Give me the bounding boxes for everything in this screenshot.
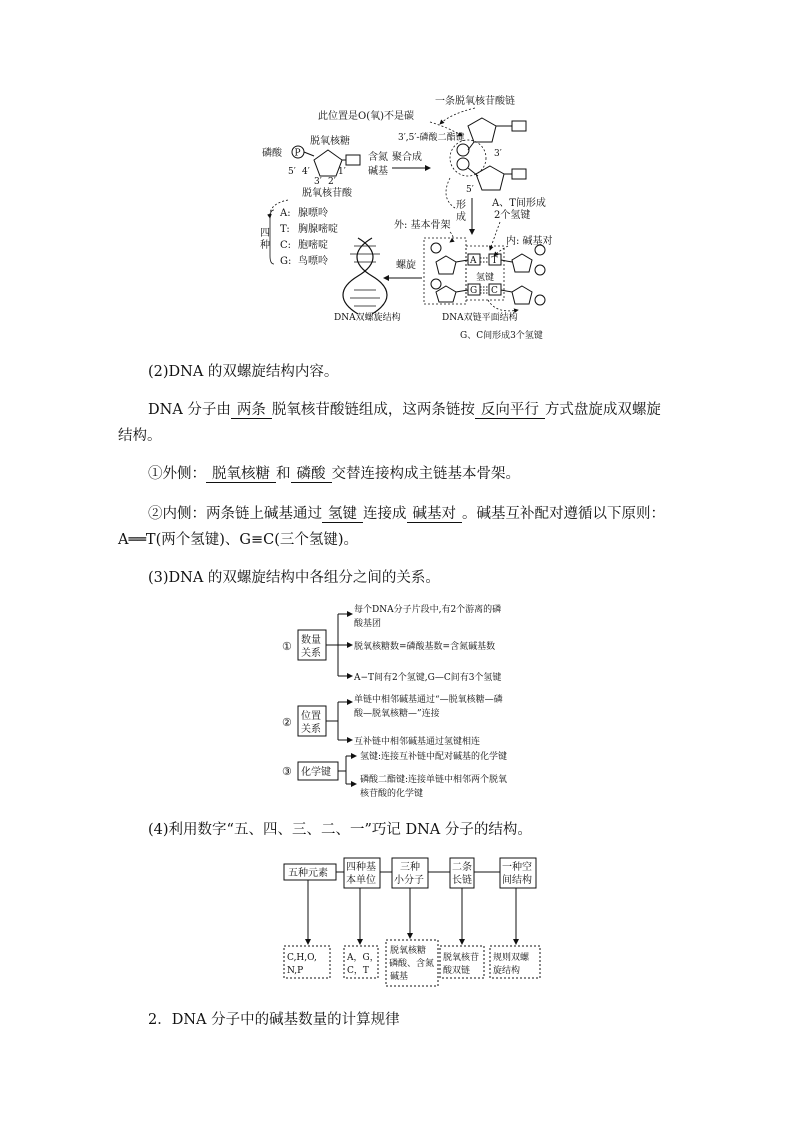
quantity-label-2: 关系 (301, 648, 321, 659)
relation-text: 酸基团 (354, 619, 382, 629)
mnemonic-top-label: 长链 (452, 875, 472, 886)
sugar-pentagon-bottom-right (476, 166, 526, 190)
base-code: C: (280, 240, 292, 251)
relations-diagram (276, 598, 536, 804)
structure-sentence-cont: 结构。 (118, 428, 162, 444)
phosphate-circle (457, 158, 469, 170)
mnemonic-bottom-label: 磷酸、含氮 (389, 959, 435, 969)
at-bonds-1: A、T间形成 (492, 198, 546, 209)
mnemonic-bottom-label: N,P (287, 966, 304, 976)
position-note: 此位置是O(氧)不是碳 (318, 111, 415, 122)
single-chain-label: 一条脱氧核苷酸链 (435, 96, 515, 107)
mnemonic-bottom-label: A，G， (347, 953, 379, 963)
gc-bonds-label: G、C间形成3个氢键 (460, 331, 543, 341)
mnemonic-top-label: 一种空 (502, 862, 532, 873)
blank-answer: 两条 (231, 402, 272, 419)
blank-answer: 氢键 (322, 506, 363, 523)
outside-label: 外: 基本骨架 (394, 220, 451, 231)
position-label-2: 关系 (301, 724, 321, 735)
pair1-left: A (470, 256, 477, 266)
phosphodiester-label: 3′,5′-磷酸二酯键 (398, 133, 465, 143)
carbon-2: 2′ (328, 177, 336, 187)
mnemonic-bottom-label: 规则双螺 (493, 953, 530, 963)
mnemonic-top-label: 小分子 (394, 875, 424, 886)
phosphate-circle (457, 144, 469, 156)
base-code: A: (280, 208, 291, 219)
base-code: G: (280, 256, 292, 267)
mnemonic-top-label: 间结构 (502, 875, 532, 886)
blank-answer: 磷酸 (291, 466, 332, 483)
form-label-1: 形 (456, 200, 466, 211)
phosphate-label: 磷酸 (262, 148, 282, 159)
dna-structure-diagram (250, 88, 570, 348)
base-name: 腺嘌呤 (298, 208, 328, 219)
inner-side-sentence: ②内侧：两条链上碱基通过 氢键 连接成 碱基对 。碱基互补配对遵循以下原则： (148, 506, 665, 522)
polymerize-label: 聚合成 (392, 152, 422, 163)
spiral-label: 螺旋 (396, 260, 416, 271)
structure-sentence: DNA 分子由 两条 脱氧核苷酸链组成，这两条链按 反向平行 方式盘旋成双螺旋 (148, 402, 661, 418)
number-2: ② (282, 716, 292, 729)
relation-text: 互补链中相邻碱基通过氢键相连 (354, 737, 481, 747)
mnemonic-bottom-label: 碱基 (390, 972, 409, 982)
section-2-heading: (2)DNA 的双螺旋结构内容。 (148, 364, 339, 380)
four-kinds-1: 四 (260, 228, 270, 239)
chemical-bond-label: 化学键 (301, 767, 331, 778)
double-helix-label: DNA双螺旋结构 (334, 313, 401, 323)
carbon-5: 5′ (288, 167, 296, 177)
base-code: T: (280, 224, 290, 235)
relation-text: A−T间有2个氢键,G—C间有3个氢键 (354, 673, 502, 683)
mnemonic-top-label: 四种基 (346, 862, 376, 873)
pair1-right: T (491, 256, 498, 266)
carbon-4: 4′ (302, 167, 310, 177)
pair2-left: G (470, 286, 478, 296)
mnemonic-diagram (280, 854, 550, 994)
carbon-3: 3′ (314, 177, 322, 187)
mnemonic-top-label: 二条 (452, 862, 472, 873)
phosphodiester-highlight-circle (450, 140, 486, 176)
pairing-rule: A══T(两个氢键)、G≡C(三个氢键)。 (118, 532, 359, 548)
outer-side-sentence: ①外侧： 脱氧核糖 和 磷酸 交替连接构成主链基本骨架。 (148, 466, 520, 482)
relation-text: 每个DNA分子片段中,有2个游离的磷 (354, 605, 502, 615)
mnemonic-bottom-label: C，T (347, 966, 369, 976)
left-backbone (431, 243, 468, 302)
base-list (279, 206, 338, 267)
mnemonic-top-label: 本单位 (346, 875, 376, 886)
relation-text: 磷酸二酯键:连接单链中相邻两个脱氧 (360, 775, 508, 785)
mnemonic-top-label: 五种元素 (288, 868, 328, 879)
deoxyribose-label: 脱氧核糖 (310, 136, 350, 147)
base-name: 胸腺嘧啶 (298, 224, 338, 235)
position-label-1: 位置 (301, 711, 321, 722)
right-backbone (501, 245, 545, 305)
relation-text: 脱氧核糖数=磷酸基数=含氮碱基数 (354, 642, 496, 652)
mnemonic-top-label: 三种 (400, 862, 420, 873)
mnemonic-bottom-label: 旋结构 (493, 966, 521, 976)
section-2-base-count-heading: 2．DNA 分子中的碱基数量的计算规律 (148, 1012, 400, 1028)
base-name: 鸟嘌呤 (298, 256, 328, 267)
sugar-pentagon-nucleotide (304, 150, 360, 176)
blank-answer: 碱基对 (407, 506, 463, 523)
base-name: 胞嘧啶 (298, 240, 328, 251)
hydrogen-bond-label: 氢键 (476, 273, 495, 283)
blank-answer: 反向平行 (475, 402, 545, 419)
phosphate-p: P (294, 148, 301, 159)
section-3-heading: (3)DNA 的双螺旋结构中各组分之间的关系。 (148, 570, 440, 586)
backbone-dashed-box-left (424, 238, 466, 304)
relation-text: 核苷酸的化学键 (360, 789, 424, 799)
at-bonds-2: 2个氢键 (494, 210, 531, 221)
pair2-right: C (491, 286, 498, 296)
blank-answer: 脱氧核糖 (206, 466, 276, 483)
mnemonic-bottom-label: 酸双链 (443, 966, 471, 976)
mnemonic-bottom-label: 脱氧核苷 (443, 953, 480, 963)
four-kinds-2: 种 (260, 240, 270, 251)
relation-text: 氢键:连接互补链中配对碱基的化学键 (360, 752, 508, 762)
nucleotide-label: 脱氧核苷酸 (302, 188, 352, 199)
nitrogen-base-1: 含氮 (368, 152, 388, 163)
sugar-pentagon-top-right (468, 118, 526, 142)
nitrogen-base-2: 碱基 (368, 166, 388, 177)
inside-label: 内: 碱基对 (506, 236, 553, 247)
five-prime-bottom: 5′ (466, 185, 474, 195)
form-label-2: 成 (456, 212, 466, 223)
relation-text: 酸—脱氧核糖—”连接 (354, 709, 440, 719)
section-4-heading: (4)利用数字“五、四、三、二、一”巧记 DNA 分子的结构。 (148, 822, 532, 838)
double-helix-icon (343, 238, 387, 314)
number-3: ③ (282, 765, 292, 778)
relation-text: 单链中相邻碱基通过“—脱氧核糖—磷 (354, 695, 503, 705)
three-prime-right: 3′ (494, 149, 502, 159)
quantity-label-1: 数量 (301, 635, 321, 646)
planar-structure-label: DNA双链平面结构 (442, 313, 518, 323)
number-1: ① (282, 640, 292, 653)
mnemonic-bottom-label: 脱氧核糖 (390, 946, 427, 956)
carbon-1: 1′ (338, 167, 346, 177)
mnemonic-bottom-label: C,H,O, (287, 953, 317, 963)
